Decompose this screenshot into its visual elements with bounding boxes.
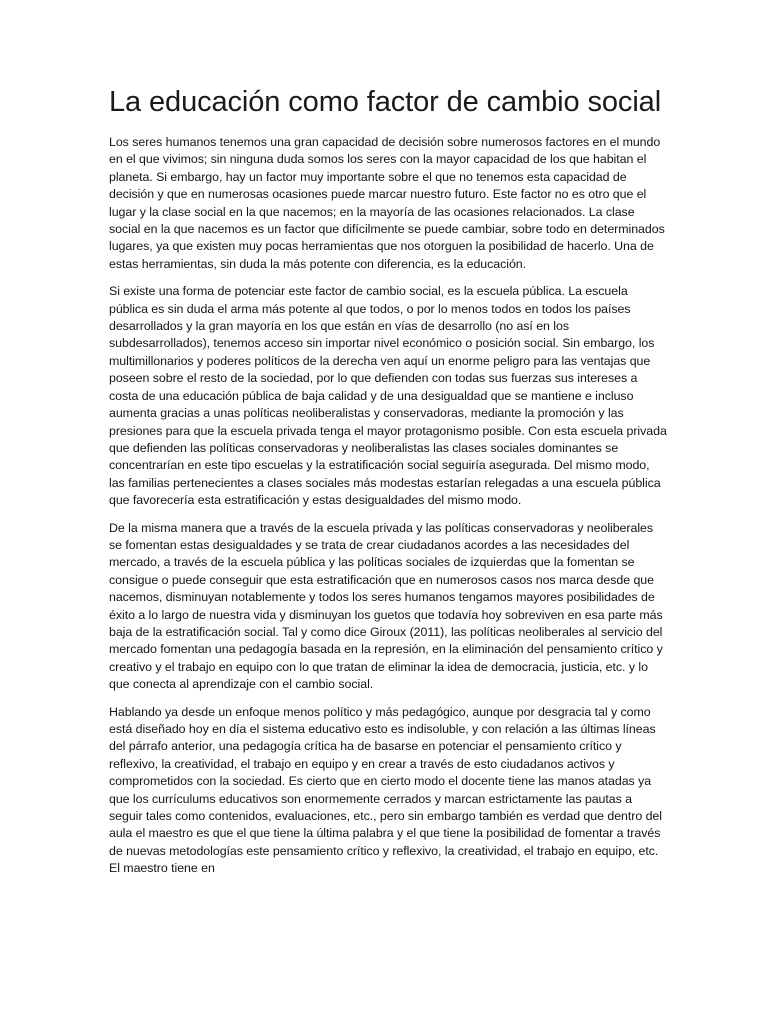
document-title: La educación como factor de cambio social <box>109 86 662 118</box>
body-paragraph-4: Hablando ya desde un enfoque menos político y más pedagógico, aunque por desgracia tal y como está diseñado hoy en día el sistema educativo esto es indisoluble, y con relación a las últimas líneas del párrafo anterior, una pedagogía crítica ha de basarse en potenciar el pensamiento crítico y reflexivo, la creatividad, el trabajo en equipo y en crear a través de esto ciudadanos activos y comprometidos con la sociedad. Es cierto que en cierto modo el docente tiene las manos atadas ya que los currículums educativos son enormemente cerrados y marcan estrictamente las pautas a seguir tales como contenidos, evaluaciones, etc., pero sin embargo también es verdad que dentro del aula el maestro es que el que tiene la última palabra y el que tiene la posibilidad de fomentar a través de nuevas metodologías este pensamiento crítico y reflexivo, la creatividad, el trabajo en equipo, etc. El maestro tiene en <box>109 704 662 876</box>
body-paragraph-1: Los seres humanos tenemos una gran capacidad de decisión sobre numerosos factores en el mundo en el que vivimos; sin ninguna duda somos los seres con la mayor capacidad de los que habitan el planeta. Si embargo, hay un factor muy importante sobre el que no tenemos esta capacidad de decisión y que en numerosas ocasiones puede marcar nuestro futuro. Este factor no es otro que el lugar y la clase social en la que nacemos; en la mayoría de las ocasiones relacionados. La clase social en la que nacemos es un factor que difícilmente se puede cambiar, sobre todo en determinados lugares, ya que existen muy pocas herramientas que nos otorguen la posibilidad de hacerlo. Una de estas herramientas, sin duda la más potente con diferencia, es la educación. <box>109 135 665 271</box>
body-paragraph-2: Si existe una forma de potenciar este factor de cambio social, es la escuela pública. La escuela pública es sin duda el arma más potente al que todos, o por lo menos todos en todos los países desarrollados y la gran mayoría en los que están en vías de desarrollo (no así en los subdesarrollados), tenemos acceso sin importar nivel económico o posición social. Sin embargo, los multimillonarios y poderes políticos de la derecha ven aquí un enorme peligro para las ventajas que poseen sobre el resto de la sociedad, por lo que defienden con todas sus fuerzas sus intereses a costa de una educación pública de baja calidad y de una desigualdad que se mantiene e incluso aumenta gracias a unas políticas neoliberalistas y conservadoras, mediante la promoción y las presiones para que la escuela privada tenga el mayor protagonismo posible. Con esta escuela privada que defienden las políticas conservadoras y neoliberalistas las clases sociales dominantes se concentrarían en este tipo escuelas y la estratificación social seguiría asegurada. Del mismo modo, las familias pertenecientes a clases sociales más modestas estarían relegadas a una escuela pública que favorecería esta estratificación y estas desigualdades del mismo modo. <box>109 284 667 508</box>
body-paragraph-3: De la misma manera que a través de la escuela privada y las políticas conservadoras y neoliberales se fomentan estas desigualdades y se trata de crear ciudadanos acordes a las necesidades del mercado, a través de la escuela pública y las políticas sociales de izquierdas que la fomentan se consigue o puede conseguir que esta estratificación que en numerosos casos nos marca desde que nacemos, disminuyan notablemente y todos los seres humanos tengamos mayores posibilidades de éxito a lo largo de nuestra vida y disminuyan los guetos que todavía hoy sobreviven en esa parte más baja de la estratificación social. Tal y como dice Giroux (2011), las políticas neoliberales al servicio del mercado fomentan una pedagogía basada en la represión, en la eliminación del pensamiento crítico y creativo y el trabajo en equipo con lo que tratan de eliminar la idea de democracia, justicia, etc. y lo que conecta al aprendizaje con el cambio social. <box>109 520 663 692</box>
